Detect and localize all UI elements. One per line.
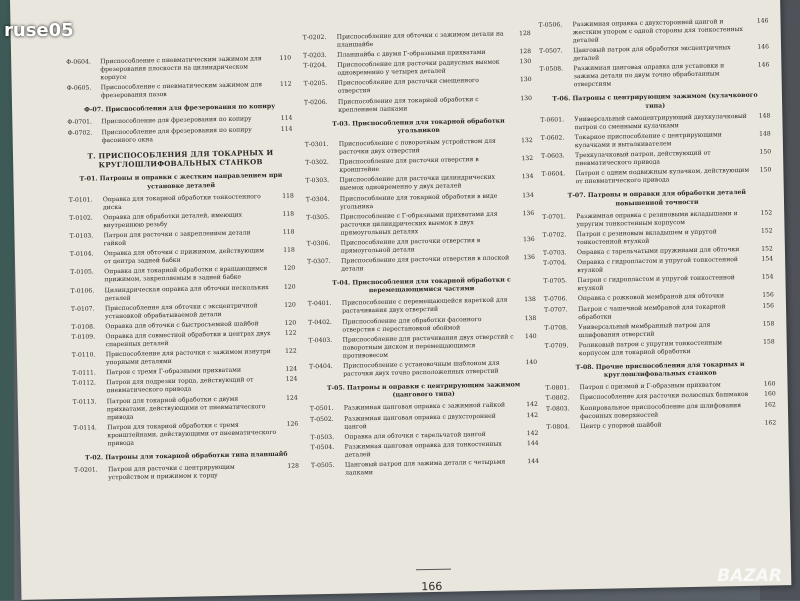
entry-code: Т-0701.: [542, 213, 566, 221]
toc-entry: [546, 401, 776, 421]
entry-page: 130: [519, 76, 532, 84]
entry-code: Т-0106.: [70, 286, 95, 295]
entry-page: 156: [762, 301, 775, 310]
entry-title: Разжимная цанговая оправка для установки и зажима детали по двум точно обработанным отверстиям: [573, 62, 725, 89]
entry-title: Разжимная оправка с резиновыми вкладышами и упругим тонкостенным корпусом: [576, 209, 738, 228]
entry-code: Т-0402.: [308, 318, 332, 326]
toc-entry: [541, 167, 771, 187]
entry-page: 136: [523, 253, 536, 262]
entry-page: 144: [526, 439, 539, 447]
toc-entry: [71, 301, 296, 321]
entry-title: Оправка для обточки с прижимом, действующим от центра задней бабки: [103, 247, 265, 266]
entry-page: 148: [758, 112, 771, 120]
section-heading: Т-04. Приспособления для токарной обработки с перемещающимися частями: [332, 276, 511, 295]
entry-page: 124: [285, 394, 298, 402]
toc-entry: [308, 315, 536, 335]
section-heading: Т-05. Патроны и оправки с центрирующим зажимом (цанговогo типа): [326, 381, 521, 399]
toc-entry: [543, 256, 773, 276]
entry-page: 152: [760, 209, 773, 217]
entry-code: Т-0702.: [542, 231, 567, 239]
entry-code: Т-0707.: [543, 305, 568, 314]
toc-entry: [71, 283, 296, 303]
section-heading: Т-01. Патроны и оправки с жестким направлением при установке деталей: [79, 172, 283, 190]
toc-entry: [310, 411, 538, 431]
toc-entry: [311, 458, 539, 478]
entry-page: 146: [756, 17, 769, 25]
entry-title: Приспособление для расточки отверстия в плоской детали: [341, 254, 510, 273]
section-heading: Т-02. Патроны для токарной обработки типа планшайб: [85, 450, 288, 462]
entry-title: Приспособление для расточки отверстия в кронштейне: [339, 156, 479, 174]
entry-title: Приспособление для расточки радиусных выемок одновременно у четырех деталей: [337, 58, 500, 78]
entry-title: Патрон для токарной обработки с тремя кронштейнами, действующими от пневматического привода: [107, 421, 277, 447]
entry-title: Патрон для расточки с закреплением детали гайкой: [103, 229, 251, 248]
toc-entry: [544, 302, 774, 322]
entry-title: Токарное приспособление с центрирующими кулачками и выталкивателем: [574, 131, 722, 150]
section-heading: Т-08. Прочие приспособления для токарных и круглошлифовальных станков: [575, 360, 745, 379]
section-heading: Т-03. Приспособления для токарной обработки угольников: [332, 117, 505, 135]
toc-entry: [308, 296, 536, 316]
toc-entry: [70, 265, 295, 285]
entry-code: Т-0110.: [71, 351, 96, 359]
entry-code: Т-0105.: [70, 268, 94, 277]
entry-title: Патрон с призмой и Г-образным прихватом: [579, 381, 721, 392]
entry-title: Приспособление для обработки фасонного отверстия с перестановкой обоймой: [342, 315, 482, 334]
entry-code: Т-0305.: [306, 213, 330, 222]
entry-code: Т-0503.: [310, 433, 335, 441]
entry-code: Т-0103.: [69, 232, 94, 240]
entry-page: 110: [279, 54, 292, 62]
entry-code: Т-0301.: [304, 140, 329, 149]
toc-entry: [67, 81, 292, 101]
toc-entry: [74, 463, 299, 483]
entry-page: 158: [762, 320, 775, 328]
toc-entry: [539, 44, 769, 64]
toc-entry: [311, 440, 539, 460]
entry-code: Т-0204.: [303, 62, 327, 70]
entry-title: Универсальный самоцентрирующий двухкулачковый патрон со сменными кулачками: [574, 112, 747, 132]
entry-page: 140: [525, 358, 538, 367]
toc-entry: [72, 348, 297, 368]
entry-page: 148: [759, 130, 771, 138]
entry-code: Т-0206.: [303, 98, 328, 106]
entry-title: Роликовый патрон с упругим тонкостенным корпусом для токарной обработки: [578, 339, 722, 358]
entry-title: Универсальный мембранный патрон для шлифования отверстий: [578, 321, 711, 339]
entry-page: 124: [285, 375, 298, 384]
entry-page: 142: [526, 411, 539, 419]
entry-page: 152: [760, 227, 773, 235]
entry-code: Т-0803.: [545, 404, 570, 413]
toc-entry: [539, 17, 769, 46]
entry-page: 154: [761, 255, 774, 263]
entry-code: Т-0202.: [302, 33, 327, 42]
page-number: 166: [421, 579, 443, 594]
toc-entry: [69, 210, 294, 230]
entry-code: Т-0705.: [543, 277, 568, 286]
entry-code: Т-0111.: [72, 369, 96, 378]
entry-page: 144: [527, 457, 540, 466]
entry-page: 156: [762, 291, 774, 300]
entry-page: 118: [283, 246, 295, 254]
entry-title: Патрон для расточки с центрирующим устройством и прижимом к торцу: [107, 463, 235, 482]
toc-entry: [71, 330, 296, 350]
entry-page: 130: [519, 58, 532, 66]
toc-entry: [541, 130, 771, 150]
entry-page: 112: [279, 80, 292, 89]
entry-title: Оправка с тарельчатыми пружинами для обточки: [576, 246, 740, 257]
entry-title: Приспособление для расточки полюсных башмаков: [579, 391, 749, 402]
entry-code: Т-0804.: [546, 423, 570, 431]
toc-column-3: [539, 17, 777, 433]
entry-page: 150: [759, 148, 772, 156]
toc-entry: [543, 274, 773, 294]
section-heading: Ф-07. Приспособления для фрезерования по копиру: [84, 103, 276, 114]
entry-code: Т-0801.: [545, 384, 570, 393]
entry-code: Т-0113.: [72, 397, 97, 406]
toc-entry: [546, 419, 776, 431]
entry-code: Т-0203.: [303, 52, 327, 60]
entry-title: Оправка с гидропластом и упругой тонкостенной втулкой: [577, 256, 739, 275]
entry-page: 128: [287, 462, 300, 470]
book-page: [10, 0, 791, 600]
entry-code: Т-0109.: [71, 333, 96, 341]
entry-title: Приспособление для расточки с зажимом изнутри упорными деталями: [105, 348, 271, 367]
entry-code: Т-0802.: [545, 394, 570, 403]
entry-code: Т-0601.: [540, 116, 565, 124]
entry-page: 120: [284, 319, 297, 327]
toc-column-2: [303, 30, 540, 480]
entry-code: Т-0102.: [69, 214, 93, 222]
entry-title: Цанговый патрон для зажима детали с четырьмя лапками: [344, 458, 506, 477]
entry-page: 114: [280, 115, 293, 123]
entry-code: Т-0708.: [544, 324, 569, 332]
entry-title: Патрон с гидропластом и упругой тонкостенной втулкой: [577, 274, 735, 293]
entry-page: 120: [283, 264, 296, 273]
toc-entry: [309, 333, 537, 361]
entry-code: Т-0304.: [305, 195, 330, 203]
entry-code: Т-0704.: [543, 259, 567, 267]
entry-title: Приспособление для расточки смещенного отверстия: [337, 77, 479, 96]
toc-entry: [73, 420, 298, 448]
section-heading: Т. ПРИСПОСОБЛЕНИЯ ДЛЯ ТОКАРНЫХ И КРУГЛОШЛИФОВАЛЬНЫХ СТАНКОВ: [87, 147, 274, 170]
entry-title: Патрон с чашечной мембраной для токарной обработки: [577, 302, 726, 321]
section-heading: Т-07. Патроны и оправки для обработки деталей повышенной точности: [567, 189, 747, 207]
entry-code: Т-0107.: [70, 305, 95, 313]
footer-rule: [416, 569, 451, 571]
entry-page: 142: [526, 429, 539, 437]
entry-code: Т-0505.: [310, 461, 335, 470]
toc-entry: [306, 191, 534, 211]
entry-code: Т-0302.: [305, 159, 329, 167]
entry-title: Оправка для токарной обработки с вращающимся прижимом, закрепляемым в задней бабке: [104, 265, 268, 284]
entry-title: Приспособление для растачивания двух отверстий с поворотным диском и перемещающимся противовесом: [342, 333, 514, 360]
toc-entry: [307, 236, 535, 256]
entry-title: Патрон с одним подвижным кулачком, действующим от пневматического привода: [575, 167, 750, 186]
entry-page: 134: [521, 173, 534, 181]
entry-title: Приспособление для токарной обработки в виде угольника: [339, 192, 498, 211]
toc-entry: [69, 192, 294, 212]
entry-page: 118: [282, 210, 295, 218]
entry-page: 118: [282, 228, 295, 236]
entry-title: Разжимная цанговая оправка с двухсторонней цангой: [344, 412, 496, 431]
toc-entry: [304, 95, 532, 115]
entry-page: 120: [283, 283, 296, 291]
toc-entry: [66, 55, 291, 83]
entry-title: Разжимная цанговая оправка с зажимной гайкой: [343, 401, 506, 413]
entry-title: Цилиндрическая оправка для обточки нескольких деталей: [104, 283, 269, 302]
entry-code: Т-0112.: [72, 379, 97, 388]
entry-title: Цанговый патрон для обработки эксцентричных деталей: [573, 44, 731, 63]
entry-title: Приспособление для расточки отверстия в прямоугольной детали: [340, 236, 481, 255]
toc-entry: [540, 112, 770, 132]
entry-page: 128: [519, 30, 531, 38]
entry-title: Оправка для обточки с тарельчатой цангой: [344, 430, 486, 441]
toc-entry: [307, 254, 535, 274]
entry-code: Т-0602.: [540, 134, 565, 142]
entry-page: 132: [521, 155, 534, 163]
entry-page: 162: [764, 400, 776, 409]
entry-page: 118: [282, 192, 294, 200]
entry-page: 136: [522, 209, 535, 217]
entry-title: Патрон с тремя Г-образными прихватами: [106, 366, 242, 377]
entry-code: Т-0709.: [544, 342, 569, 350]
toc-entry: [70, 247, 295, 267]
entry-title: Приспособление для токарной обработки с креплением лапками: [337, 95, 479, 114]
watermark-bazar: BAZAR: [717, 566, 782, 586]
entry-page: 158: [762, 338, 775, 346]
entry-title: Разжимная оправка с двухсторонней цангой и жестким упором с одной стороны для тонкостенных деталей: [572, 18, 744, 45]
entry-page: 140: [524, 332, 537, 340]
toc-entry: [309, 359, 537, 379]
entry-page: 136: [522, 235, 535, 244]
entry-code: Т-0104.: [69, 250, 94, 259]
entry-code: Т-0604.: [541, 170, 566, 179]
entry-code: Т-0501.: [309, 405, 334, 413]
entry-code: Т-0504.: [310, 443, 335, 452]
entry-code: Т-0502.: [310, 415, 334, 423]
entry-page: 152: [761, 245, 773, 253]
toc-entry: [543, 227, 773, 247]
entry-code: Т-0114.: [73, 424, 97, 432]
entry-code: Т-0108.: [71, 323, 95, 331]
entry-page: 154: [761, 273, 774, 281]
entry-title: Копировальное приспособление для шлифования фасонных поверхностей: [579, 401, 742, 420]
entry-title: Оправка для обточки с быстросъемной шайбой: [105, 320, 259, 331]
entry-page: 146: [757, 61, 770, 70]
entry-page: 160: [764, 390, 776, 399]
entry-title: Приспособление для обточки с зажимом детали на планшайбе: [336, 30, 504, 49]
entry-title: Патрон для подрезки торца, действующий от пневматического привода: [106, 376, 254, 395]
entry-title: Приспособление для фрезерования по копиру: [101, 115, 252, 126]
entry-page: 134: [522, 191, 534, 199]
entry-page: 128: [519, 48, 532, 56]
entry-title: Приспособление с установочным шаблоном для расточки двух точно расположенных отверстий: [343, 359, 500, 378]
entry-title: Оправка с рожковой мембраной для обточки: [577, 292, 725, 303]
toc-entry: [541, 149, 771, 169]
entry-code: Т-0403.: [308, 336, 333, 345]
toc-entry: [73, 394, 298, 422]
toc-entry: [67, 125, 292, 145]
entry-code: Т-0404.: [309, 362, 333, 371]
entry-page: 122: [284, 329, 297, 337]
toc-entry: [304, 76, 532, 96]
section-heading: Т-06. Патроны с центрирующим зажимом (кулачкового типа): [552, 92, 758, 110]
entry-code: Т-0508.: [539, 65, 564, 74]
entry-page: 138: [524, 296, 536, 304]
entry-page: 130: [520, 94, 533, 102]
entry-code: Ф-0701.: [67, 118, 92, 127]
toc-entry: [303, 30, 531, 50]
toc-entry: [305, 155, 533, 175]
entry-title: Приспособление с пневматическим зажимом для фрезерования плоскости на цилиндрическом корпусе: [100, 55, 262, 82]
toc-entry: [69, 229, 294, 249]
entry-code: Т-0703.: [542, 249, 567, 257]
entry-page: 142: [526, 401, 538, 409]
entry-title: Патрон с резиновым вкладышем и упругой тонкостенной втулкой: [576, 228, 717, 247]
entry-title: Приспособление с Г-образными прихватами для расточки цилиндрических выемок в двух прямоугольных деталях: [340, 210, 498, 237]
toc-entry: [305, 173, 533, 193]
entry-page: 132: [521, 137, 533, 145]
entry-title: Оправка для совместной обработки в центрах двух спаренных деталей: [105, 329, 271, 349]
toc-entry: [545, 338, 775, 358]
entry-code: Т-0101.: [68, 196, 93, 204]
entry-title: Планшайба с двумя Г-образными прихватами: [337, 49, 486, 59]
entry-title: Трехкулачковый патрон, действующий от пневматического привода: [575, 149, 711, 168]
toc-entry: [303, 58, 531, 78]
entry-page: 138: [524, 314, 537, 322]
entry-code: Т-0306.: [306, 239, 331, 248]
entry-title: Приспособление для фрезерования по копиру фасонного окна: [101, 125, 252, 144]
entry-page: 120: [284, 301, 296, 309]
entry-title: Приспособление с пневматическим зажимом для фрезерования пазов: [100, 81, 263, 100]
entry-code: Т-0205.: [303, 80, 328, 88]
entry-title: Приспособление с поворотным устройством для расточки двух отверстий: [338, 137, 496, 156]
toc-entry: [544, 320, 774, 340]
entry-title: Оправка для обработки деталей, имеющих внутреннюю резьбу: [103, 211, 243, 230]
entry-code: Ф-0605.: [66, 84, 92, 93]
entry-code: Т-0506.: [538, 21, 563, 29]
entry-title: Оправка для токарной обработки тонкостенного диска: [102, 192, 261, 212]
entry-title: Приспособление для расточки цилиндрических выемок одновременно у двух деталей: [339, 174, 496, 193]
entry-page: 146: [757, 43, 770, 51]
entry-page: 114: [280, 125, 293, 133]
entry-code: Т-0303.: [305, 177, 330, 185]
entry-page: 126: [286, 420, 299, 428]
entry-code: Т-0706.: [543, 295, 568, 304]
watermark-logo: ruse05: [4, 20, 74, 41]
entry-page: 150: [759, 166, 772, 174]
entry-code: Т-0307.: [307, 257, 331, 266]
toc-entry: [539, 62, 769, 91]
entry-page: 160: [763, 380, 776, 388]
toc-column-1: [66, 55, 299, 485]
entry-page: 124: [285, 365, 298, 374]
entry-title: Приспособление для обточки с эксцентричной установкой обрабатываемой детали: [104, 301, 258, 320]
entry-title: Патрон для токарной обработки с двумя прихватами, действующими от пневматического привода: [106, 395, 266, 421]
entry-page: 122: [285, 347, 297, 355]
entry-code: Ф-0702.: [67, 129, 93, 137]
toc-entry: [542, 209, 772, 229]
toc-entry: [72, 376, 297, 396]
entry-code: Т-0401.: [307, 300, 332, 308]
entry-page: 162: [764, 419, 777, 427]
entry-title: Центр с упорной шайбой: [580, 421, 662, 430]
toc-entry: [306, 210, 534, 238]
toc-entry: [305, 137, 533, 157]
entry-code: Т-0201.: [73, 466, 98, 474]
entry-title: Разжимная цанговая оправка для тонкостенных деталей: [344, 440, 502, 459]
entry-title: Приспособление с перемещающейся кареткой для растачивания двух отверстий: [341, 296, 508, 316]
entry-code: Ф-0604.: [66, 58, 91, 66]
entry-code: Т-0603.: [541, 152, 565, 160]
entry-code: Т-0507.: [539, 47, 563, 56]
